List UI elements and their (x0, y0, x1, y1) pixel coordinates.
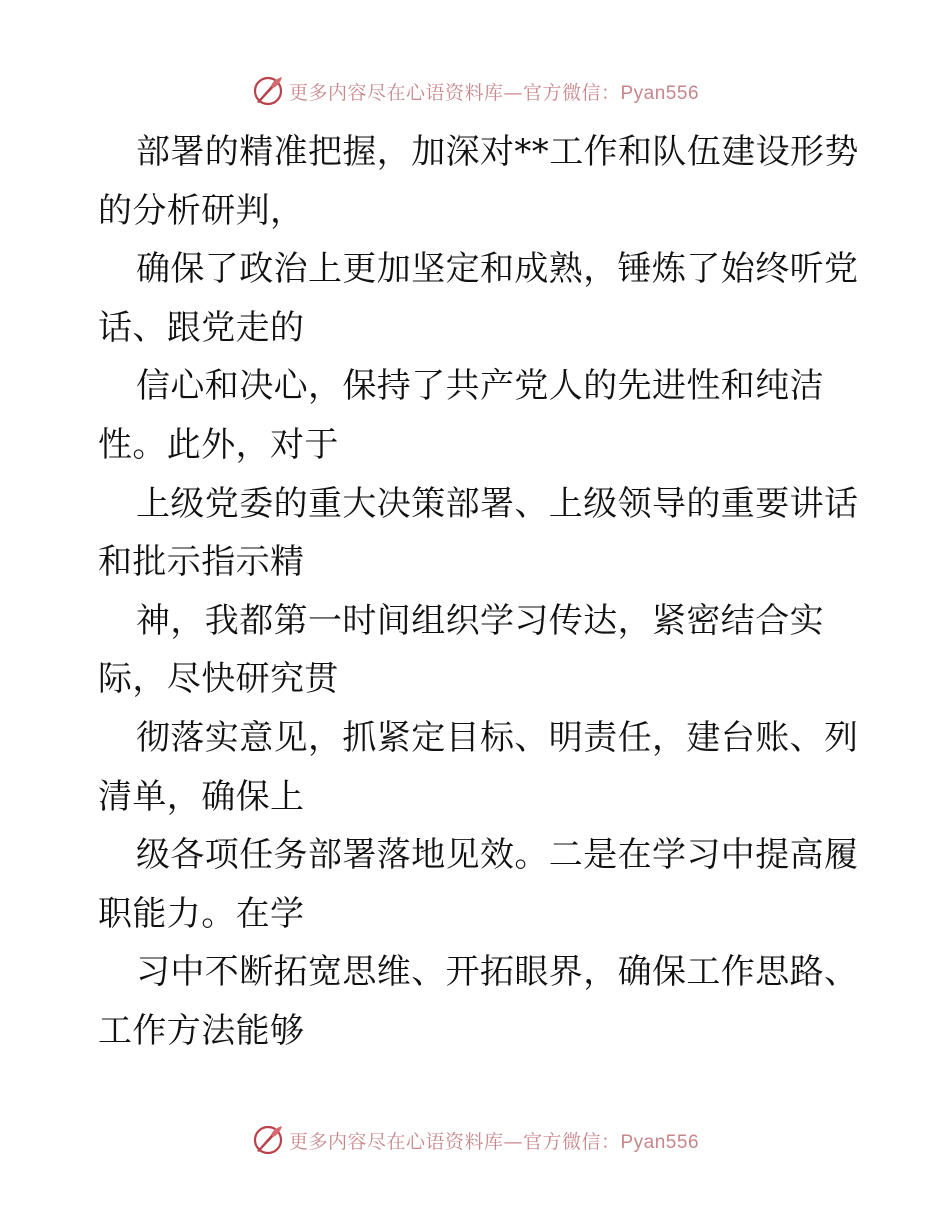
body-line: 性。此外，对于 (98, 424, 339, 465)
footer-watermark (0, 1120, 950, 1160)
body-line: 职能力。在学 (98, 893, 305, 934)
body-line: 上级党委的重大决策部署、上级领导的重要讲话 (136, 483, 859, 524)
body-line: 和批示指示精 (98, 542, 305, 583)
document-body (98, 123, 858, 1061)
body-line: 的分析研判， (98, 190, 305, 231)
body-line: 确保了政治上更加坚定和成熟，锤炼了始终听党 (136, 249, 859, 290)
footer-text: 更多内容尽在心语资料库—官方微信： (288, 1130, 621, 1153)
header-handle: Pyan556 (620, 82, 700, 104)
body-line: 工作方法能够 (98, 1010, 305, 1051)
body-line: 神，我都第一时间组织学习传达，紧密结合实 (136, 600, 824, 641)
header-watermark (0, 71, 950, 111)
header-text: 更多内容尽在心语资料库—官方微信： (288, 81, 621, 104)
quill-logo-icon (251, 74, 285, 108)
body-line: 习中不断拓宽思维、开拓眼界，确保工作思路、 (136, 952, 859, 993)
body-line: 信心和决心，保持了共产党人的先进性和纯洁 (136, 366, 824, 407)
body-line: 清单，确保上 (98, 776, 305, 817)
body-line: 话、跟党走的 (98, 307, 305, 348)
quill-logo-icon (251, 1123, 285, 1157)
body-line: 际，尽快研究贯 (98, 659, 339, 700)
body-line: 部署的精准把握，加深对**工作和队伍建设形势 (136, 132, 859, 172)
body-line: 级各项任务部署落地见效。二是在学习中提高履 (136, 835, 859, 876)
footer-handle: Pyan556 (620, 1131, 700, 1153)
body-line: 彻落实意见，抓紧定目标、明责任，建台账、列 (136, 717, 859, 758)
